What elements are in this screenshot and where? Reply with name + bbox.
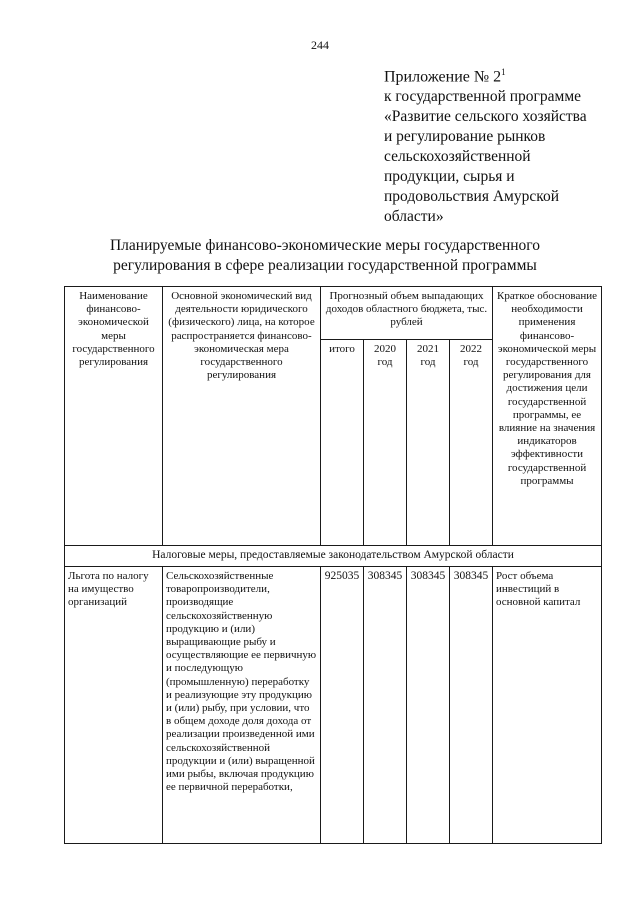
annex-line: и регулирование рынков <box>384 128 546 146</box>
header-measure-name: Наименование финансово-экономической меры государственного регулирования <box>65 287 163 546</box>
annex-title <box>384 62 614 87</box>
cell-measure: Льгота по налогу на имущество организаций <box>65 567 163 844</box>
cell-2022: 308345 <box>450 567 493 844</box>
subheader-2021: 2021 год <box>407 339 450 545</box>
annex-line: продовольствия Амурской <box>384 188 559 206</box>
cell-activity: Сельскохозяйственные товаропроизводители, производящие сельскохозяйственную продукцию и (или) выращивающие рыбу и осуществляющие ее первичную и последующую (промышленную) переработку и реализующие эту продукцию и (или) рыбу, при условии, что в общем доходе доля дохода от реализации произведенной ими сельскохозяйственной продукции и (или) выращенной ими рыбы, включая продукцию ее первичной переработки, <box>163 567 321 844</box>
section-row <box>65 546 602 567</box>
cell-total: 925035 <box>321 567 364 844</box>
document-title-line: регулирования в сфере реализации государственной программы <box>113 257 537 274</box>
annex-title-text: Приложение № 2 <box>384 68 502 86</box>
table-row <box>65 567 602 844</box>
annex-header <box>384 62 614 227</box>
measures-table <box>64 286 602 844</box>
subheader-2020: 2020 год <box>364 339 407 545</box>
cell-2020: 308345 <box>364 567 407 844</box>
section-title: Налоговые меры, предоставляемые законодательством Амурской области <box>65 546 602 567</box>
document-title <box>60 236 590 276</box>
header-activity: Основной экономический вид деятельности юридического (физического) лица, на которое распространяется финансово-экономическая мера государственного регулирования <box>163 287 321 546</box>
annex-line: «Развитие сельского хозяйства <box>384 108 587 126</box>
annex-line: продукции, сырья и <box>384 168 515 186</box>
annex-line: к государственной программе <box>384 88 582 106</box>
annex-line: сельскохозяйственной <box>384 148 531 166</box>
document-title-line: Планируемые финансово-экономические меры государственного <box>109 237 541 254</box>
subheader-2022: 2022 год <box>450 339 493 545</box>
cell-rationale: Рост объема инвестиций в основной капитал <box>493 567 602 844</box>
subheader-total: итого <box>321 339 364 545</box>
annex-title-superscript: 1 <box>501 67 506 77</box>
header-forecast: Прогнозный объем выпадающих доходов областного бюджета, тыс. рублей <box>321 287 493 340</box>
cell-2021: 308345 <box>407 567 450 844</box>
header-rationale: Краткое обоснование необходимости применения финансово-экономической меры государственного регулирования для достижения цели государственной программы, ее влияние на значения индикаторов эффективности государственной программы <box>493 287 602 546</box>
annex-line: области» <box>384 208 444 226</box>
page-number: 244 <box>311 38 329 52</box>
table-header-row <box>65 287 602 340</box>
